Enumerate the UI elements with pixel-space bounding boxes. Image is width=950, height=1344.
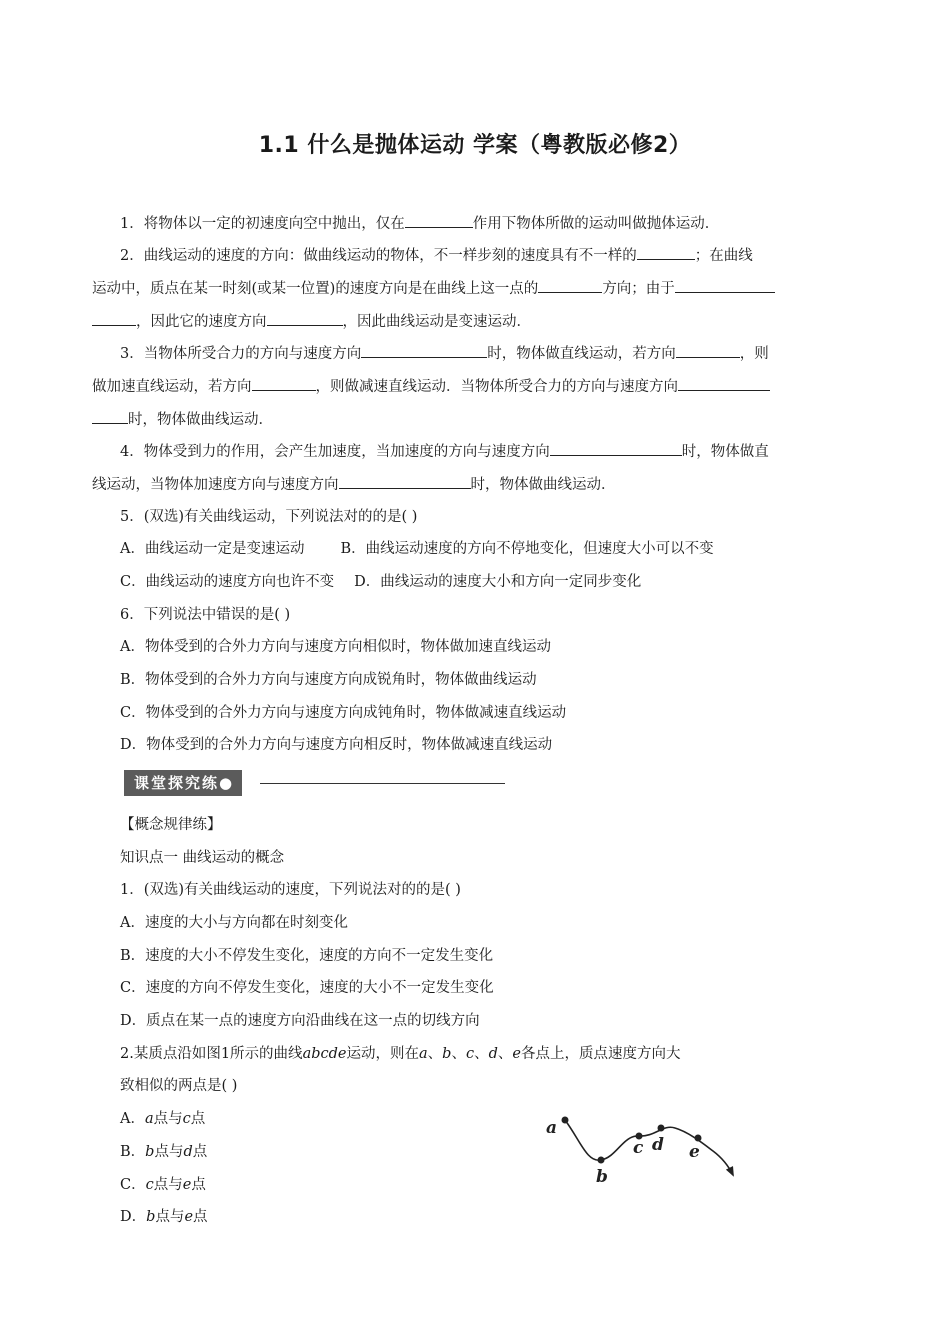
point-d-marker (658, 1125, 665, 1132)
knowledge-point-heading: 知识点一 曲线运动的概念 (120, 850, 285, 866)
label-d: d (652, 1135, 664, 1155)
point-label: e (184, 1209, 194, 1225)
stem-text: 各点上，质点速度方向大 (520, 1046, 681, 1062)
option-a: A．曲线运动一定是变速运动 (120, 541, 305, 557)
option-prefix: B． (120, 1144, 146, 1160)
q4-text: 4．物体受到力的作用，会产生加速度，当加速度的方向与速度方向 (120, 444, 550, 460)
q2-text: ；在曲线 (694, 248, 753, 264)
question-4-line-2 (92, 474, 860, 495)
option-d: D．质点在某一点的速度方向沿曲线在这一点的切线方向 (120, 1013, 480, 1029)
separator: 、 (474, 1046, 489, 1062)
practice-1-stem: 1．(双选)有关曲线运动的速度，下列说法对的的是( ) (120, 882, 461, 898)
q1-text-a: 1．将物体以一定的初速度向空中抛出，仅在 (120, 216, 405, 232)
option-text: 点与 (155, 1209, 185, 1225)
option-text: 点与 (153, 1177, 183, 1193)
option-prefix: D． (120, 1209, 147, 1225)
q3-text: 3．当物体所受合力的方向与速度方向 (120, 346, 362, 362)
q2-text: ，因此它的速度方向 (136, 314, 267, 330)
q3-text: ，则 (739, 346, 769, 362)
point-label: d (183, 1144, 193, 1160)
page-title: 1.1 什么是抛体运动 学案（粤教版必修2） (258, 133, 692, 158)
option-text: 点与 (154, 1144, 184, 1160)
question-2-line-3 (92, 311, 860, 332)
point-label: c (465, 1046, 475, 1062)
stem-text: 运动，则在 (346, 1046, 419, 1062)
fill-blank (92, 409, 128, 424)
q4-text: 时，物体做曲线运动． (470, 477, 616, 493)
q3-text: 时，物体做直线运动，若方向 (487, 346, 676, 362)
point-b-marker (598, 1157, 605, 1164)
point-label: e (182, 1177, 192, 1193)
q1-text-b: 作用下物体所做的运动叫做抛体运动． (472, 216, 720, 232)
option-d: D．物体受到的合外力方向与速度方向相反时，物体做减速直线运动 (120, 737, 553, 753)
point-label: a (418, 1046, 428, 1062)
curve-figure (535, 1105, 750, 1195)
option-prefix: C． (120, 1177, 146, 1193)
fill-blank (405, 213, 473, 228)
label-c: c (633, 1138, 644, 1158)
question-2-line-1 (120, 245, 860, 266)
stem-text: 2.某质点沿如图1所示的曲线 (120, 1046, 303, 1062)
fill-blank (252, 376, 316, 391)
option-a: A．物体受到的合外力方向与速度方向相似时，物体做加速直线运动 (120, 639, 551, 655)
curve-name: abcde (302, 1046, 347, 1062)
point-e-marker (695, 1135, 702, 1142)
fill-blank (92, 311, 136, 326)
fill-blank (267, 311, 343, 326)
section-banner: 课堂探究练● (124, 770, 242, 796)
fill-blank (675, 278, 775, 293)
separator: 、 (497, 1046, 513, 1062)
separator: 、 (427, 1046, 443, 1062)
fill-blank (361, 343, 487, 358)
option-d: D．曲线运动的速度大小和方向一定同步变化 (354, 574, 642, 590)
option-b: B．物体受到的合外力方向与速度方向成锐角时，物体做曲线运动 (120, 672, 537, 688)
option-c: C．速度的方向不停发生变化，速度的大小不一定发生变化 (120, 980, 494, 996)
point-label: b (146, 1209, 156, 1225)
question-3-line-3 (92, 409, 860, 430)
practice-2-stem (120, 1044, 860, 1064)
q4-text: 时，物体做直 (681, 444, 769, 460)
option-text: 点与 (153, 1111, 183, 1127)
point-a-marker (562, 1117, 569, 1124)
point-label: c (145, 1177, 154, 1193)
fill-blank (676, 343, 740, 358)
banner-rule (260, 783, 505, 784)
motion-curve (565, 1120, 733, 1175)
question-5-options-row-2 (120, 572, 860, 592)
fill-blank (678, 376, 770, 391)
question-5-options-row-1 (120, 539, 860, 559)
question-2-line-2 (92, 278, 860, 299)
option-prefix: A． (120, 1111, 145, 1127)
option-b: B．速度的大小不停发生变化，速度的方向不一定发生变化 (120, 948, 494, 964)
question-6-stem: 6．下列说法中错误的是( ) (120, 607, 291, 623)
q3-text: ，则做减速直线运动．当物体所受合力的方向与速度方向 (315, 379, 678, 395)
option-text: 点 (190, 1111, 206, 1127)
point-label: a (144, 1111, 154, 1127)
q2-text: 运动中，质点在某一时刻(或某一位置)的速度方向是在曲线上这一点的 (92, 281, 539, 297)
label-e: e (689, 1142, 700, 1162)
q2-text: ，因此曲线运动是变速运动． (342, 314, 531, 330)
question-5-stem: 5．(双选)有关曲线运动，下列说法对的的是( ) (120, 509, 418, 525)
option-text: 点 (193, 1209, 208, 1225)
point-label: e (512, 1046, 521, 1062)
fill-blank (550, 441, 682, 456)
q4-text: 线运动，当物体加速度方向与速度方向 (92, 477, 339, 493)
q2-text: 方向；由于 (602, 281, 675, 297)
separator: 、 (451, 1046, 466, 1062)
fill-blank (637, 245, 695, 260)
fill-blank (538, 278, 602, 293)
point-label: c (182, 1111, 191, 1127)
q3-text: 时，物体做曲线运动． (128, 412, 273, 428)
practice-2-stem-line-2: 致相似的两点是( ) (120, 1078, 238, 1094)
option-d (120, 1207, 860, 1227)
option-a: A．速度的大小与方向都在时刻变化 (120, 915, 348, 931)
question-3-line-1 (120, 343, 860, 364)
label-a: a (546, 1118, 558, 1138)
section-heading: 【概念规律练】 (120, 817, 222, 833)
question-4-line-1 (120, 441, 860, 462)
option-text: 点 (191, 1177, 206, 1193)
fill-blank (339, 474, 471, 489)
q2-text: 2．曲线运动的速度的方向：做曲线运动的物体，不一样步刻的速度具有不一样的 (120, 248, 637, 264)
point-label: b (145, 1144, 155, 1160)
question-3-line-2 (92, 376, 860, 397)
q3-text: 做加速直线运动，若方向 (92, 379, 252, 395)
point-label: b (442, 1046, 452, 1062)
option-c: C．物体受到的合外力方向与速度方向成钝角时，物体做减速直线运动 (120, 705, 567, 721)
point-label: d (488, 1046, 498, 1062)
option-text: 点 (192, 1144, 208, 1160)
question-1 (120, 213, 860, 234)
option-c: C．曲线运动的速度方向也许不变 (120, 574, 335, 590)
option-b: B．曲线运动速度的方向不停地变化，但速度大小可以不变 (340, 541, 714, 557)
label-b: b (596, 1167, 608, 1187)
